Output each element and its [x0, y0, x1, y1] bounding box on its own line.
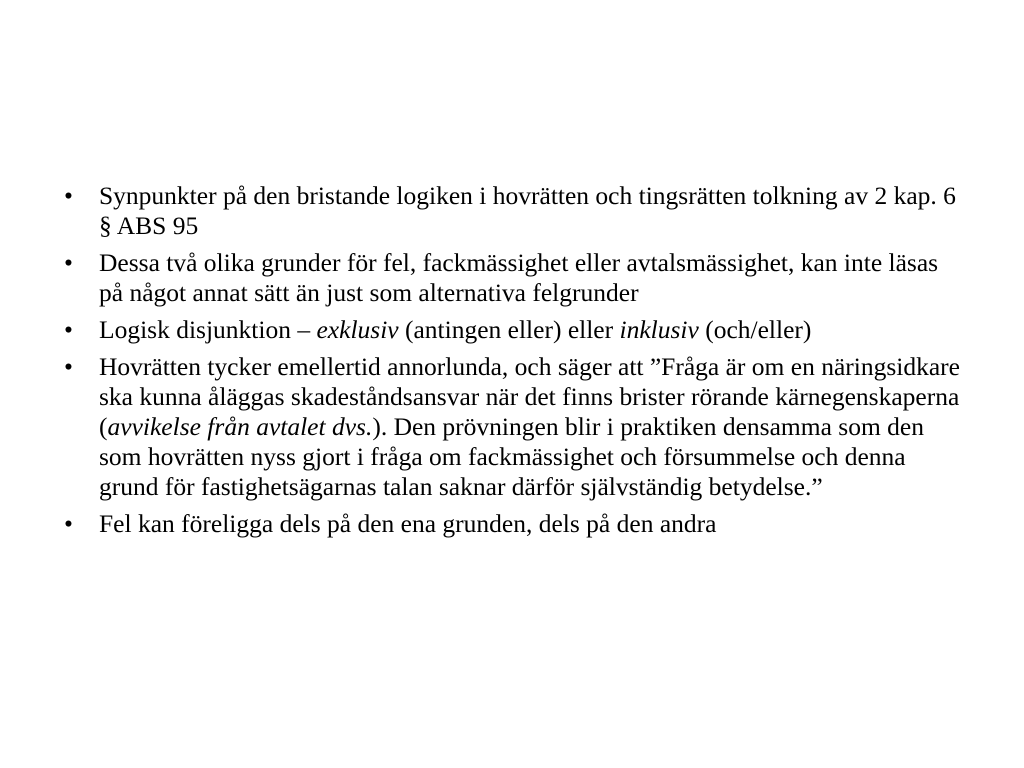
bullet-item	[64, 181, 964, 241]
bullet-segment: Fel kan föreligga dels på den ena grunden, dels på den andra	[99, 509, 717, 538]
bullet-segment-italic: avvikelse från avtalet dvs.	[107, 412, 373, 441]
bullet-dot-icon: •	[64, 181, 73, 210]
bullet-dot-icon: •	[64, 352, 73, 381]
bullet-segment-italic: inklusiv	[619, 315, 699, 344]
bullet-dot-icon: •	[64, 509, 73, 538]
bullet-segment: Synpunkter på den bristande logiken i hovrätten och tingsrätten tolkning av 2 kap. 6 § ABS 95	[99, 181, 956, 240]
bullet-text	[99, 352, 960, 501]
bullet-dot-icon: •	[64, 315, 73, 344]
bullet-item	[64, 509, 964, 539]
bullet-text	[99, 248, 938, 307]
bullet-text	[99, 509, 716, 538]
bullet-segment: (antingen eller) eller	[398, 315, 620, 344]
bullet-segment: Logisk disjunktion –	[99, 315, 317, 344]
bullet-segment: (och/eller)	[698, 315, 812, 344]
bullet-segment: Dessa två olika grunder för fel, fackmässighet eller avtalsmässighet, kan inte läsas på något annat sätt än just som alternativa felgrunder	[99, 248, 939, 307]
bullet-item	[64, 315, 964, 345]
bullet-text	[99, 181, 956, 240]
bullet-segment: Hovrätten tycker emellertid annorlunda, och säger att ”Fråga är om en näringsidkare ska kunna åläggas skadeståndsansvar när det finns brister rörande kärnegenskaperna (	[99, 352, 960, 441]
bullet-segment-italic: exklusiv	[316, 315, 399, 344]
bullet-item	[64, 352, 964, 502]
bullet-item	[64, 248, 964, 308]
bullet-list	[64, 181, 964, 546]
bullet-text	[99, 315, 811, 344]
bullet-segment: ). Den prövningen blir i praktiken densamma som den som hovrätten nyss gjort i fråga om fackmässighet och försummelse och denna grund för fastighetsägarnas talan saknar därför självständig betydelse.”	[99, 412, 924, 501]
bullet-dot-icon: •	[64, 248, 73, 277]
